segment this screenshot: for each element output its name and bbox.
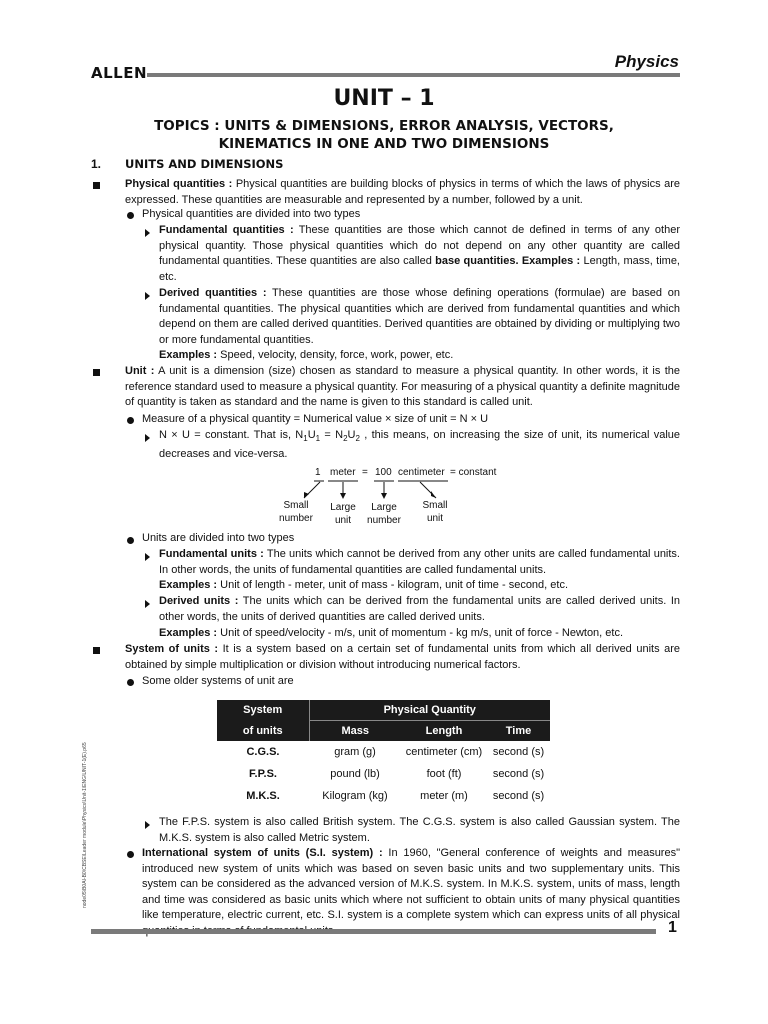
fundamental-units-examples (159, 578, 680, 594)
section-title: UNITS AND DIMENSIONS (125, 157, 284, 171)
table-cell-time: second (s) (492, 790, 545, 802)
table-row (217, 741, 550, 763)
si-paragraph (142, 846, 680, 939)
topics-heading (0, 117, 768, 153)
base-quantities-bold: base quantities. Examples : (435, 255, 581, 267)
derived-units-paragraph (159, 594, 680, 625)
nu-sub: 2 (343, 434, 348, 444)
nu-sub: 1 (303, 434, 308, 444)
derived-examples-text: Speed, velocity, density, force, work, power, etc. (217, 349, 454, 361)
nu-sub: 2 (355, 434, 360, 444)
unit-title: UNIT – 1 (333, 86, 435, 111)
derived-units-examples-text: Unit of speed/velocity - m/s, unit of momentum - kg m/s, unit of force - Newton, etc. (217, 627, 624, 639)
older-systems-text: Some older systems of unit are (142, 675, 294, 687)
system-of-units-label: System of units : (125, 643, 219, 655)
table-cell-time: second (s) (492, 768, 545, 780)
triangle-bullet-icon (145, 821, 150, 829)
nu-text: U (347, 429, 356, 441)
table-header-physical-quantity: Physical Quantity (309, 700, 550, 721)
round-bullet-icon (127, 212, 134, 219)
header-rule (147, 73, 680, 77)
section-number: 1. (91, 157, 102, 171)
units-divided-text: Units are divided into two types (142, 532, 295, 544)
subject-title: Physics (614, 52, 679, 71)
unit-paragraph (125, 364, 680, 411)
derived-examples (159, 348, 680, 364)
round-bullet-icon (127, 851, 134, 858)
triangle-bullet-icon (145, 553, 150, 561)
nu-text: U (307, 429, 316, 441)
pq-divided-text: Physical quantities are divided into two types (142, 208, 361, 220)
diagram-label-3: Large number (367, 502, 401, 526)
nu-sub: 1 (315, 434, 321, 444)
derived-quantities-label: Derived quantities : (159, 287, 267, 299)
page-number: 1 (668, 919, 677, 936)
table-cell-length: foot (ft) (426, 768, 462, 780)
file-path-text: node05\B0AI-B0\CBSE\Leader module\Physics\Unit-1\ENG\UNIT-1(E).p65 (82, 742, 88, 908)
nu-constant-paragraph (159, 428, 680, 462)
derived-units-examples-label: Examples : (159, 627, 218, 639)
table-cell-length: centimeter (cm) (405, 746, 483, 758)
diagram-label-4: Small unit (422, 500, 448, 524)
derived-quantities-text: These quantities are those whose defining operations (formulae) are based on fundamental quantities. The physical quantities which are derived from fundamental quantities and which depend on them are called derived quantities. Derived quantities are obtained by dividing or multiplying two or more fundamental quantities. (159, 287, 680, 346)
fps-note: The F.P.S. system is also called British system. The C.G.S. system is also called Gaussian system. The M.K.S. system is also called Metric system. (159, 816, 680, 844)
system-of-units-text: It is a system based on a certain set of fundamental units from which all derived units are obtained by simple multiplication or division without introducing numerical factors. (125, 643, 681, 671)
fundamental-quantities-text: These quantities are those which cannot de defined in terms of any other physical quantity. Those physical quantities which do not depend on any other quantity are called fundamental quantities. These quantities are also called (159, 224, 680, 267)
table-header-time: Time (487, 721, 550, 742)
table-cell-mass: Kilogram (kg) (322, 790, 388, 802)
fundamental-quantities-label: Fundamental quantities : (159, 224, 294, 236)
diagram-unit-2: centimeter (398, 467, 445, 478)
table-cell-system: F.P.S. (249, 768, 277, 780)
unit-systems-table (217, 700, 550, 807)
table-row (217, 763, 550, 785)
fundamental-units-text: The units which cannot be derived from any other units are called fundamental units. In other words, the units of fundamental quantities are called fundamental units. (159, 548, 680, 576)
table-cell-system: M.K.S. (246, 790, 280, 802)
square-bullet-icon (93, 647, 100, 654)
fundamental-units-paragraph (159, 547, 680, 578)
table-cell-mass: pound (lb) (330, 768, 380, 780)
table-header-system-line2: of units (217, 721, 309, 742)
square-bullet-icon (93, 182, 100, 189)
diagram-constant: = constant (450, 467, 497, 478)
square-bullet-icon (93, 369, 100, 376)
triangle-bullet-icon (145, 292, 150, 300)
nu-text: = N (320, 429, 344, 441)
physical-quantities-label: Physical quantities : (125, 178, 233, 190)
derived-examples-label: Examples : (159, 349, 218, 361)
derived-units-text: The units which can be derived from the fundamental units are called derived units. In other words, the units of derived quantities are called derived units. (159, 595, 680, 623)
diagram-label-1: Small number (279, 500, 313, 524)
fundamental-units-examples-label: Examples : (159, 579, 218, 591)
triangle-bullet-icon (145, 434, 150, 442)
round-bullet-icon (127, 679, 134, 686)
diagram-label-2: Large unit (330, 502, 356, 526)
diagram-equals: = (362, 467, 368, 478)
derived-quantities-paragraph (159, 286, 680, 348)
publisher-logo: ALLEN (91, 64, 148, 82)
measure-formula: Measure of a physical quantity = Numerical value × size of unit = N × U (142, 413, 489, 425)
nu-text-start: N × U = constant. That is, N (159, 429, 304, 441)
topics-line-2: KINEMATICS IN ONE AND TWO DIMENSIONS (218, 136, 550, 152)
derived-units-examples (159, 626, 680, 642)
table-cell-mass: gram (g) (334, 746, 376, 758)
triangle-bullet-icon (145, 229, 150, 237)
si-label: International system of units (S.I. system) : (142, 847, 383, 859)
fundamental-units-examples-text: Unit of length - meter, unit of mass - kilogram, unit of time - second, etc. (217, 579, 569, 591)
unit-text: A unit is a dimension (size) chosen as standard to measure a physical quantity. In other words, it is the reference standard used to measure a physical quantity. For measuring of a physical quantity a definite magnitude of quantity is taken as standard and the name is given to this standard is called unit. (125, 365, 681, 408)
table-cell-length: meter (m) (420, 790, 468, 802)
round-bullet-icon (127, 537, 134, 544)
table-row (217, 785, 550, 807)
table-header-length: Length (401, 721, 487, 742)
table-header-mass: Mass (309, 721, 401, 742)
fundamental-quantities-tail: Length, mass, time, etc. (159, 255, 680, 283)
unit-size-diagram (260, 464, 520, 532)
diagram-unit-1: meter (330, 467, 356, 478)
derived-units-label: Derived units : (159, 595, 239, 607)
diagram-number-1: 1 (315, 467, 321, 478)
system-of-units-paragraph (125, 642, 680, 673)
topics-line-1: TOPICS : UNITS & DIMENSIONS, ERROR ANALYSIS, VECTORS, (154, 118, 614, 134)
triangle-bullet-icon (145, 600, 150, 608)
footer-rule (91, 929, 656, 934)
fundamental-units-label: Fundamental units : (159, 548, 264, 560)
diagram-arrows (260, 464, 520, 504)
nu-text-end: , this means, on increasing the size of unit, its numerical value decreases and vice-versa. (159, 429, 680, 460)
diagram-number-2: 100 (375, 467, 392, 478)
table-cell-system: C.G.S. (246, 746, 280, 758)
si-text: In 1960, "General conference of weights and measures" introduced new system of units which was based on seven basic units and two supplementary units. This system can be considered as the advanced version of M.K.S. system. In M.K.S. system, units of mass, length and time was considered as basic units which where not sufficient to obtain units of many physical quantities like temperature, electric current, etc. S.I. system is a complete system which can express units of all physical (142, 847, 680, 921)
table-header-system: System (217, 700, 309, 721)
table-cell-time: second (s) (492, 746, 545, 758)
round-bullet-icon (127, 417, 134, 424)
physical-quantities-paragraph (125, 177, 680, 208)
physical-quantities-text: Physical quantities are building blocks of physics in terms of which the laws of physics are expressed. These quantities are measurable and represented by a number, followed by a unit. (125, 178, 680, 206)
fundamental-quantities-paragraph (159, 223, 680, 285)
unit-label: Unit : (125, 365, 155, 377)
file-path-margin-note (82, 692, 90, 908)
